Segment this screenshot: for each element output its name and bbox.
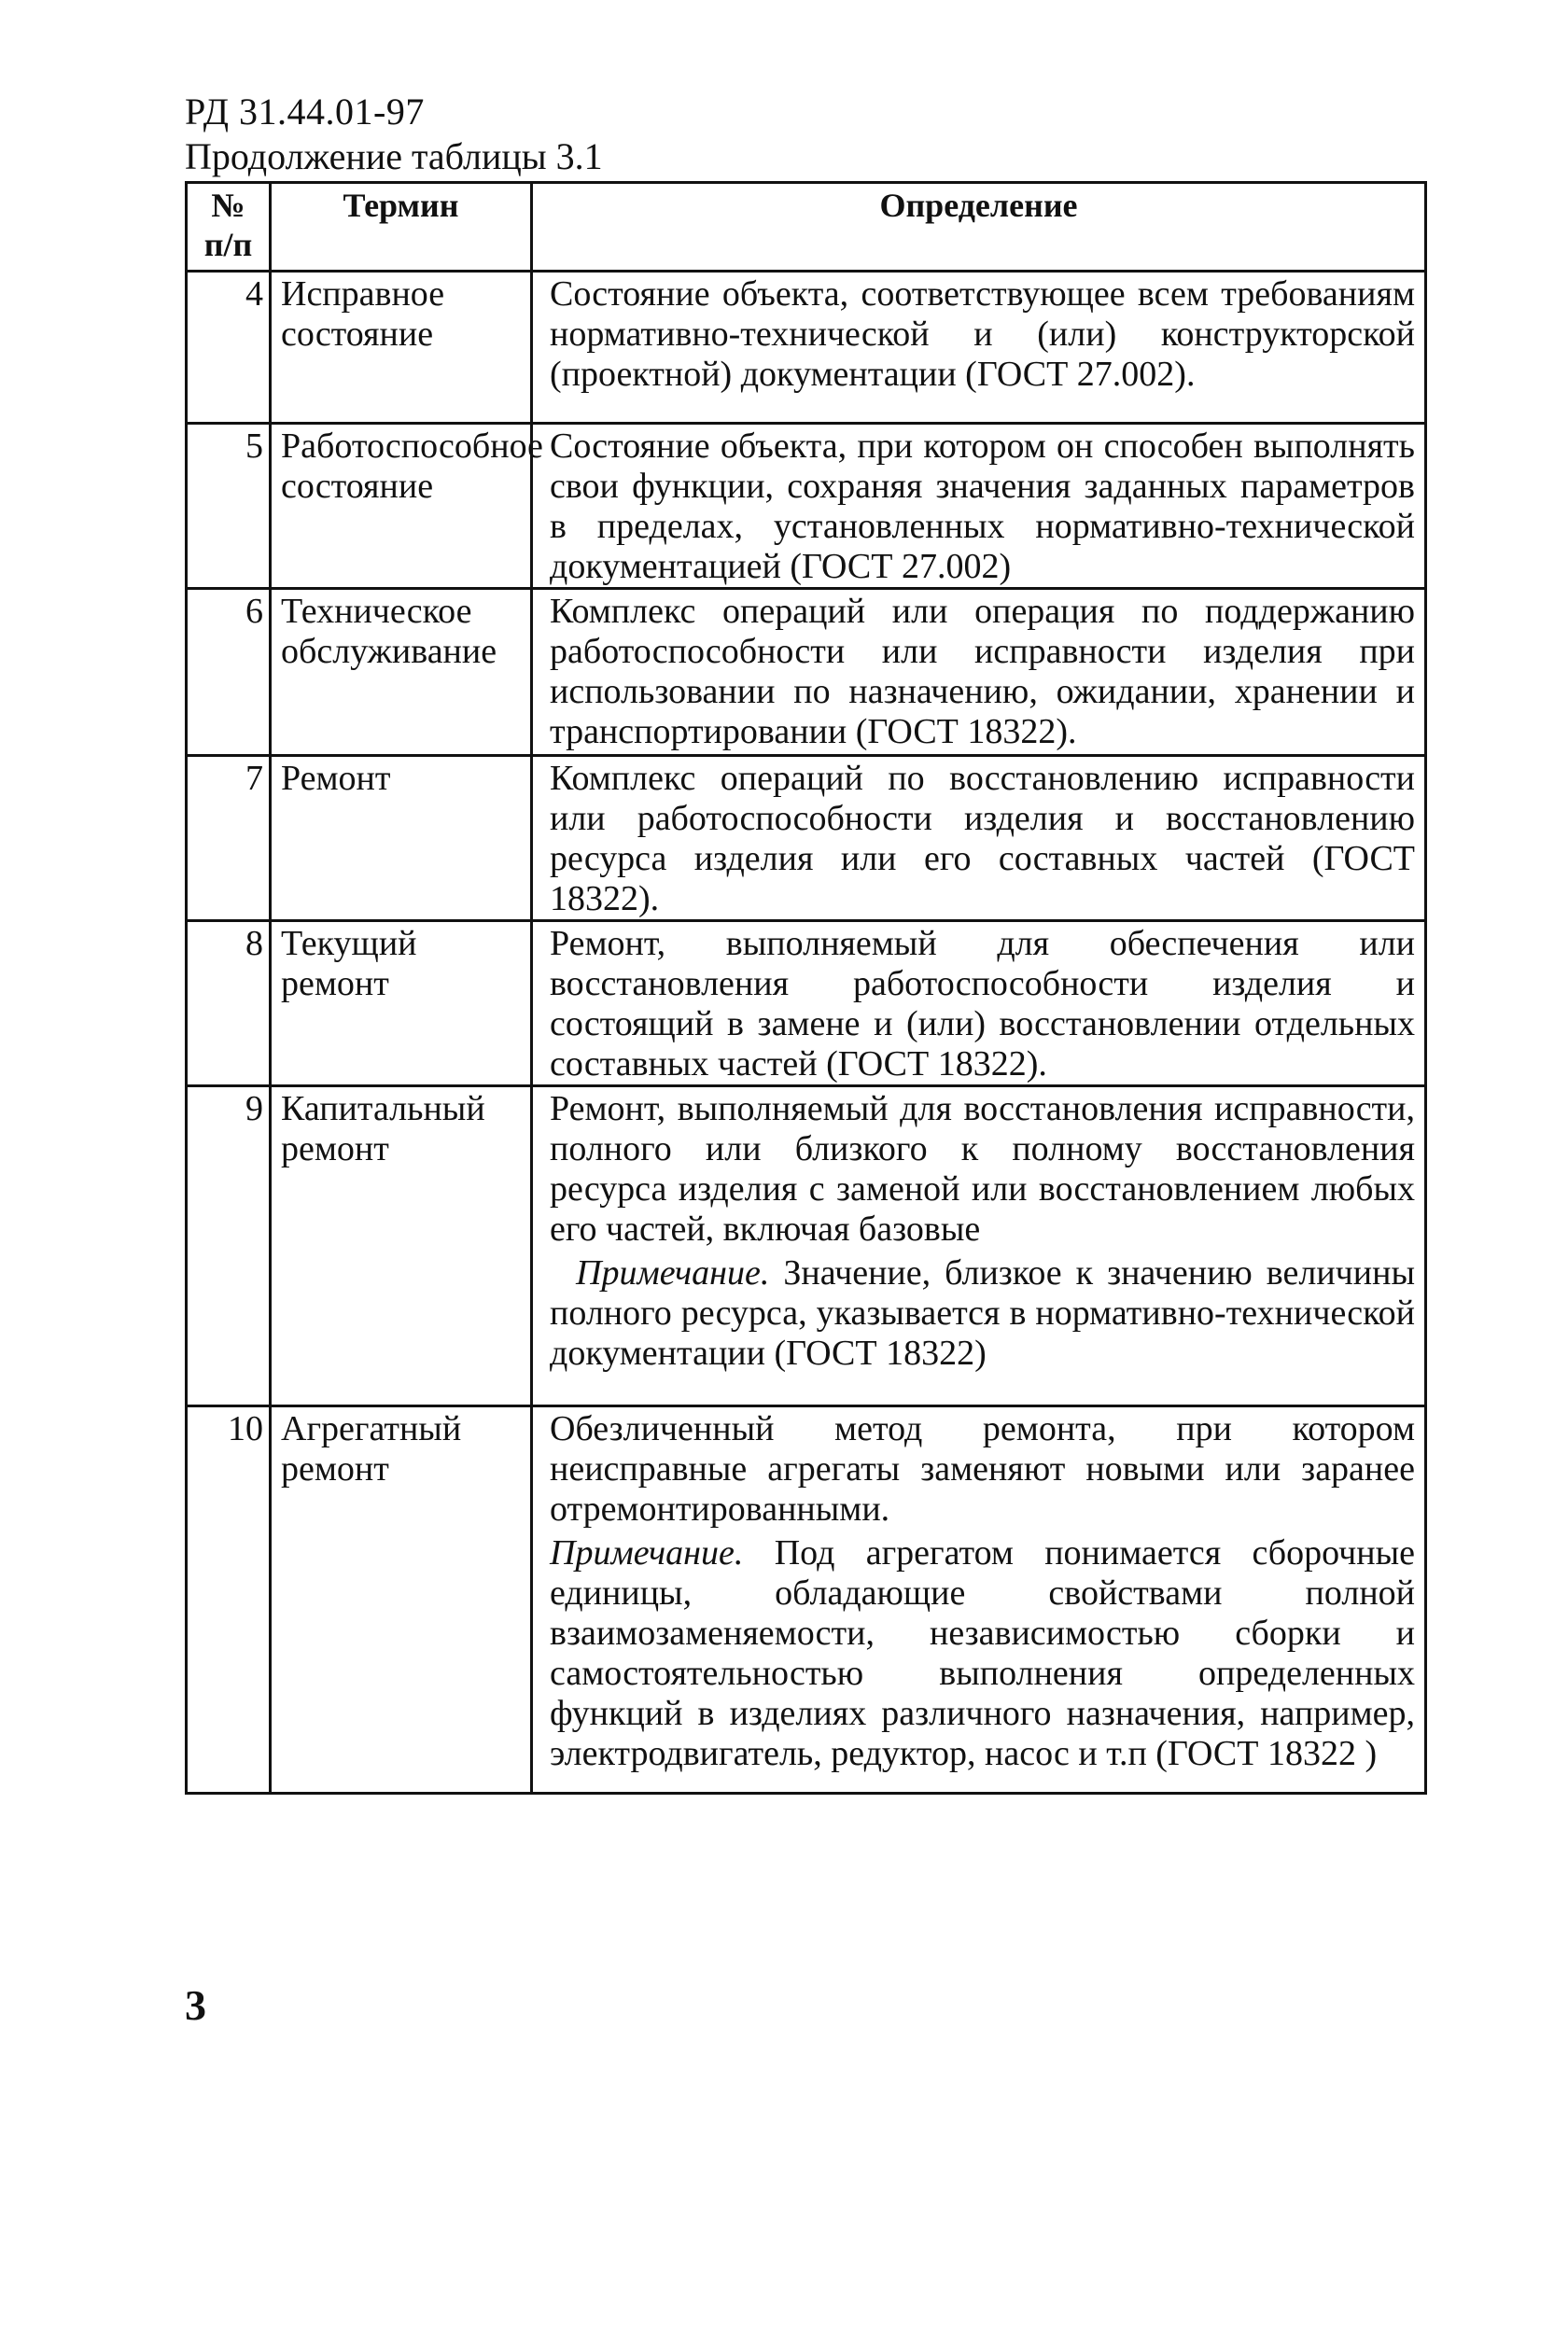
note-text: Под агрегатом понимается сборочные единицы, обладающие свойствами полной взаимозаменяемости, независимостью сборки и самостоятельностью выполнения определенных функций в изделиях различного назначения, например, электродвигатель, редуктор, насос и т.п (ГОСТ 18322 ) — [550, 1533, 1415, 1773]
row-definition-cell — [532, 272, 1426, 424]
row-term: Капитальный ремонт — [271, 1086, 532, 1406]
note-text: Значение, близкое к значению величины полного ресурса, указывается в нормативно-технической документации (ГОСТ 18322) — [550, 1253, 1415, 1373]
table-row — [187, 1406, 1426, 1794]
row-definition: Комплекс операций или операция по поддержанию работоспособности или исправности изделия при использовании по назначению, ожидании, хранении и транспортировании (ГОСТ 18322). — [550, 592, 1415, 751]
row-number: 6 — [187, 589, 271, 756]
row-definition-cell — [532, 1086, 1426, 1406]
row-definition: Обезличенный метод ремонта, при котором неисправные агрегаты заменяют новыми или заранее отремонтированными. — [550, 1409, 1415, 1529]
row-term: Техническое обслуживание — [271, 589, 532, 756]
row-definition-cell — [532, 589, 1426, 756]
terms-table — [185, 181, 1427, 1795]
column-header-term: Термин — [271, 183, 532, 272]
column-header-definition: Определение — [532, 183, 1426, 272]
row-term: Ремонт — [271, 756, 532, 921]
note-label: Примечание. — [550, 1533, 744, 1573]
table-row — [187, 424, 1426, 589]
page-number: 3 — [185, 1981, 206, 2029]
row-term: Исправное состояние — [271, 272, 532, 424]
row-number: 5 — [187, 424, 271, 589]
table-header-row — [187, 183, 1426, 272]
row-definition-cell — [532, 1406, 1426, 1794]
table-row — [187, 272, 1426, 424]
row-term: Работоспособное состояние — [271, 424, 532, 589]
row-definition: Состояние объекта, при котором он способен выполнять свои функции, сохраняя значения заданных параметров в пределах, установленных нормативно-технической документацией (ГОСТ 27.002) — [550, 426, 1415, 586]
row-definition-cell — [532, 921, 1426, 1086]
table-row — [187, 756, 1426, 921]
column-header-number: № п/п — [187, 183, 271, 272]
row-number: 7 — [187, 756, 271, 921]
row-term: Агрегатный ремонт — [271, 1406, 532, 1794]
row-note — [550, 1253, 1415, 1374]
document-code: РД 31.44.01-97 — [185, 91, 425, 133]
row-note — [550, 1533, 1415, 1774]
row-definition: Комплекс операций по восстановлению исправности или работоспособности изделия и восстановлению ресурса изделия или его составных частей (ГОСТ 18322). — [550, 759, 1415, 918]
table-caption: Продолжение таблицы 3.1 — [185, 135, 603, 177]
row-definition: Ремонт, выполняемый для восстановления исправности, полного или близкого к полному восстановления ресурса изделия с заменой или восстановлением любых его частей, включая базовые — [550, 1089, 1415, 1249]
note-label: Примечание. — [576, 1253, 770, 1293]
row-number: 4 — [187, 272, 271, 424]
row-number: 10 — [187, 1406, 271, 1794]
row-number: 8 — [187, 921, 271, 1086]
row-definition: Ремонт, выполняемый для обеспечения или восстановления работоспособности изделия и состоящий в замене и (или) восстановлении отдельных составных частей (ГОСТ 18322). — [550, 924, 1415, 1084]
row-number: 9 — [187, 1086, 271, 1406]
table-row — [187, 589, 1426, 756]
row-definition: Состояние объекта, соответствующее всем требованиям нормативно-технической и (или) конструкторской (проектной) документации (ГОСТ 27.002). — [550, 274, 1415, 394]
table-row — [187, 1086, 1426, 1406]
row-definition-cell — [532, 756, 1426, 921]
row-definition-cell — [532, 424, 1426, 589]
table-row — [187, 921, 1426, 1086]
row-term: Текущий ремонт — [271, 921, 532, 1086]
